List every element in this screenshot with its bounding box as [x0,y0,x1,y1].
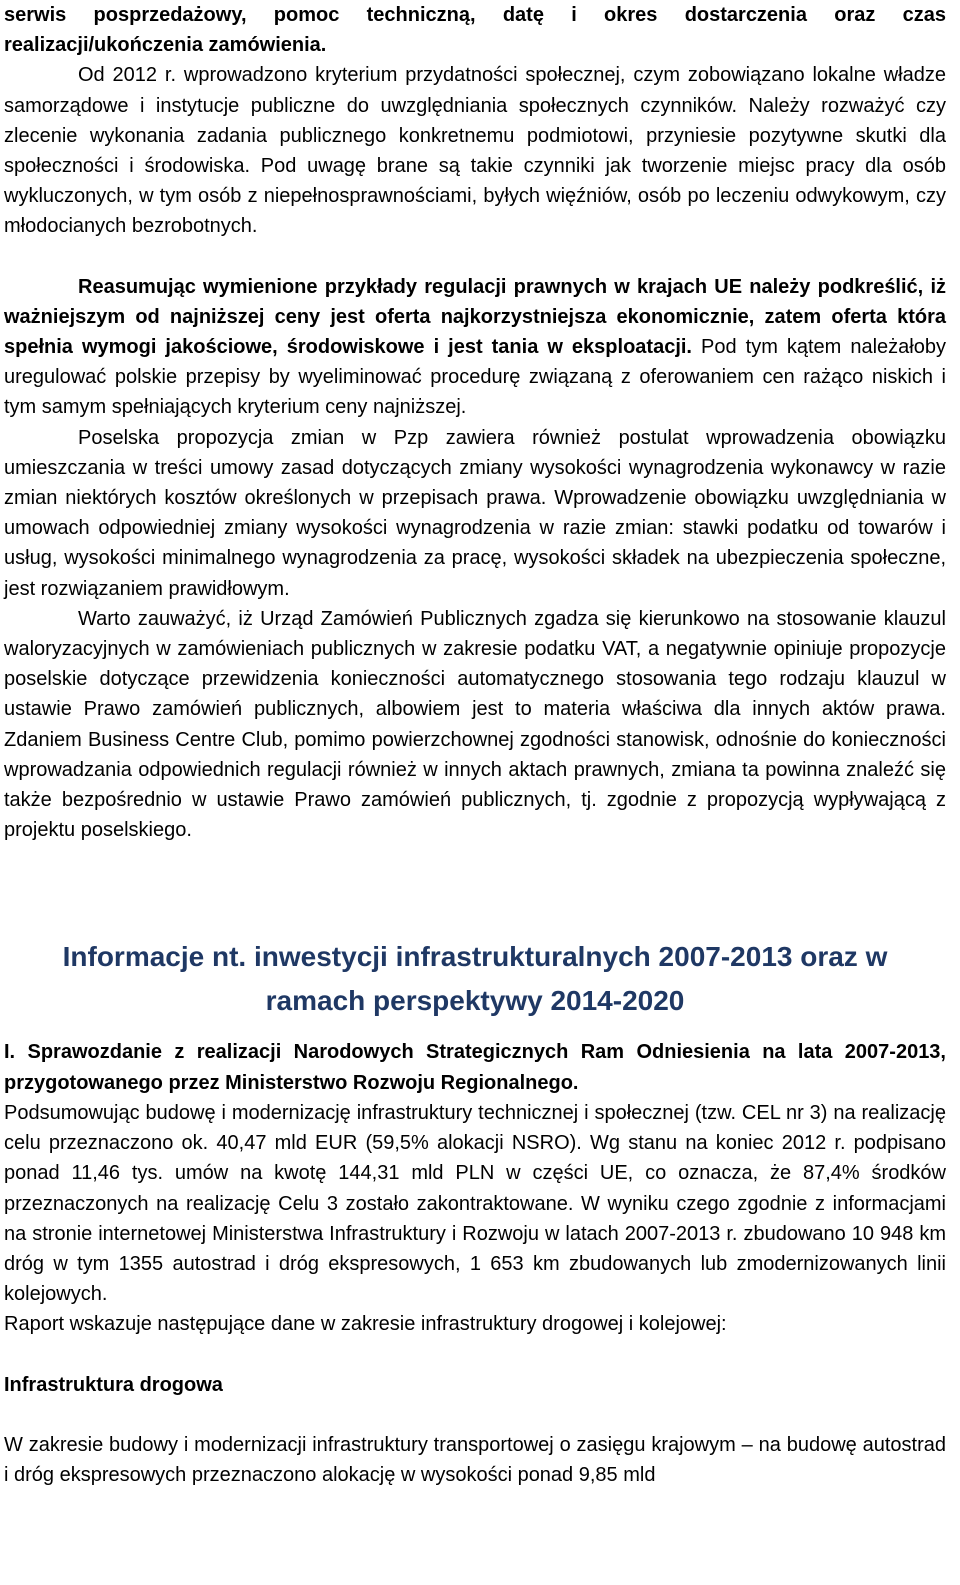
paragraph-parliament-proposal: Poselska propozycja zmian w Pzp zawiera również postulat wprowadzenia obowiązku umieszczania w treści umowy zasad dotyczących zmiany wysokości wynagrodzenia wykonawcy w razie zmian niektórych kosztów określonych w przepisach prawa. Wprowadzenie obowiązku uwzględniania w umowach odpowiedniej zmiany wysokości wynagrodzenia w razie zmian: stawki podatku od towarów i usług, wysokości minimalnego wynagrodzenia za pracę, wysokości składek na ubezpieczenia społeczne, jest rozwiązaniem prawidłowym. [4,426,946,600]
paragraph-social-criterion: Od 2012 r. wprowadzono kryterium przydatności społecznej, czym zobowiązano lokalne władze samorządowe i instytucje publiczne do uwzględniania społecznych czynników. Należy rozważyć czy zlecenie wykonania zadania publicznego konkretnemu podmiotowi, przyniesie pozytywne skutki dla społeczności i środowiska. Pod uwagę brane są takie czynniki jak tworzenie miejsc pracy dla osób wykluczonych, w tym osób z niepełnosprawnościami, byłych więźniów, osób po leczeniu odwykowym, czy młodocianych bezrobotnych. [4,64,946,238]
section-title-line1: Informacje nt. inwestycji infrastrukturalnych 2007-2013 oraz w [62,941,888,973]
paragraph-report-intro: Raport wskazuje następujące dane w zakresie infrastruktury drogowej i kolejowej: [4,1313,727,1336]
summary-bold-text: Reasumując wymienione przykłady regulacji prawnych w krajach UE należy podkreślić, iż ważniejszym od najniższej ceny jest oferta najkorzystniejsza ekonomicznie, zatem oferta która spełnia wymogi jakościowe, środowiskowe i jest tania w eksploatacji. [4,275,946,359]
paragraph-after-sales [4,0,946,60]
paragraph-summary [4,272,946,423]
paragraph-infrastructure-summary: Podsumowując budowę i modernizację infrastruktury technicznej i społecznej (tzw. CEL nr 3) na realizację celu przeznaczono ok. 40,47 mld EUR (59,5% alokacji NSRO). Wg stanu na koniec 2012 r. podpisano ponad 11,46 tys. umów na kwotę 144,31 mld PLN w części UE, co oznacza, że 87,4% środków przeznaczonych na realizację Celu 3 zostało zakontraktowane. W wyniku czego zgodnie z informacjami na stronie internetowej Ministerstwa Infrastruktury i Rozwoju w latach 2007-2013 r. zbudowano 10 948 km dróg w tym 1355 autostrad i dróg ekspresowych, 1 653 km zbudowanych lub zmodernizowanych linii kolejowych. [4,1101,946,1306]
paragraph-uzp-opinion: Warto zauważyć, iż Urząd Zamówień Publicznych zgadza się kierunkowo na stosowanie klauzul waloryzacyjnych w zamówieniach publicznych w zakresie podatku VAT, a negatywnie opiniuje propozycje poselskie dotyczące przewidzenia konieczności automatycznego stosowania tego rodzaju klauzul w ustawie Prawo zamówień publicznych, albowiem jest to materia właściwa dla innych aktów prawa. Zdaniem Business Centre Club, pomimo powierzchownej zgodności stanowisk, odnośnie do konieczności wprowadzania odpowiednich regulacji również w innych aktach prawnych, zmiana ta powinna znaleźć się także bezpośrednio w ustawie Prawo zamówień publicznych, tj. zgodnie z propozycją wypływającą z projektu poselskiego. [4,607,946,842]
after-sales-bold-text: serwis posprzedażowy, pomoc techniczną, datę i okres dostarczenia oraz czas realizacji/ukończenia zamówienia. [4,4,946,57]
summary-rest-text: Pod tym kątem należałoby uregulować polskie przepisy by wyeliminować procedurę związaną z oferowaniem cen rażąco niskich i tym samym spełniających kryterium ceny najniższej. [4,336,946,419]
paragraph-road-budget: W zakresie budowy i modernizacji infrastruktury transportowej o zasięgu krajowym – na budowę autostrad i dróg ekspresowych przeznaczono alokację w wysokości ponad 9,85 mld [4,1433,946,1486]
subsection-report-title [4,1037,946,1097]
document-page [4,0,946,1490]
heading-road-infrastructure: Infrastruktura drogowa [4,1373,223,1396]
section-title [4,935,946,1023]
section-title-line2: ramach perspektywy 2014-2020 [265,985,685,1017]
subsection-report-bold: I. Sprawozdanie z realizacji Narodowych Strategicznych Ram Odniesienia na lata 2007-2013, przygotowanego przez Ministerstwo Rozwoju Regionalnego. [4,1041,946,1094]
